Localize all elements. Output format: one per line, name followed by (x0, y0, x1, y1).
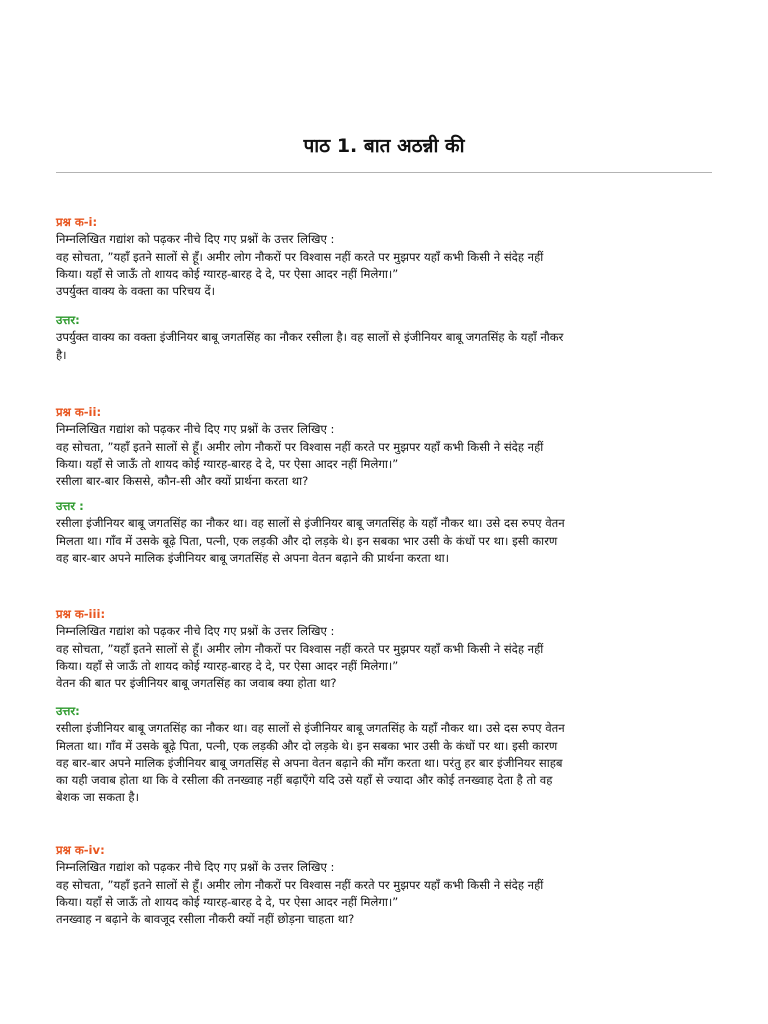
answer-line: रसीला इंजीनियर बाबू जगतसिंह का नौकर था। वह सालों से इंजीनियर बाबू जगतसिंह के यहाँ नौकर था। उसे दस रुपए वेतन (56, 721, 565, 736)
answer-line: मिलता था। गाँव में उसके बूढ़े पिता, पत्नी, एक लड़की और दो लड़के थे। इन सबका भार उसी के कंधों पर था। इसी कारण (56, 738, 558, 753)
question-text: वेतन की बात पर इंजीनियर बाबू जगतसिंह का जवाब क्या होता था? (56, 676, 337, 691)
answer-line: रसीला इंजीनियर बाबू जगतसिंह का नौकर था। वह सालों से इंजीनियर बाबू जगतसिंह के यहाँ नौकर था। उसे दस रुपए वेतन (56, 516, 565, 531)
question-text: उपर्युक्त वाक्य के वक्ता का परिचय दें। (56, 284, 216, 299)
answer-line: है। (56, 347, 67, 362)
question-text: रसीला बार-बार किससे, कौन-सी और क्यों प्रार्थना करता था? (56, 474, 309, 489)
question-label: प्रश्न क-iv: (56, 843, 105, 857)
answer-label: उत्तर : (56, 499, 84, 513)
answer-line: मिलता था। गाँव में उसके बूढ़े पिता, पत्नी, एक लड़की और दो लड़के थे। इन सबका भार उसी के कंधों पर था। इसी कारण (56, 533, 558, 548)
question-block-i (56, 214, 716, 300)
answer-label: उत्तर: (56, 704, 80, 718)
answer-block-iii (56, 703, 716, 807)
page-title: पाठ 1. बात अठन्नी की (303, 135, 465, 157)
answer-block-ii (56, 498, 716, 567)
passage-line: वह सोचता, ”यहाँ इतने सालों से हूँ। अमीर लोग नौकरों पर विश्वास नहीं करते पर मुझपर यहाँ कभी किसी ने संदेह नहीं (56, 641, 544, 656)
answer-block-i (56, 312, 716, 364)
passage-line: किया। यहाँ से जाऊँ तो शायद कोई ग्यारह-बारह दे दे, पर ऐसा आदर नहीं मिलेगा।” (56, 658, 399, 673)
passage-line: किया। यहाँ से जाऊँ तो शायद कोई ग्यारह-बारह दे दे, पर ऐसा आदर नहीं मिलेगा।” (56, 266, 399, 281)
answer-line: बेशक जा सकता है। (56, 790, 139, 805)
answer-line: वह बार-बार अपने मालिक इंजीनियर बाबू जगतसिंह से अपना वेतन बढ़ाने की प्रार्थना करता था। (56, 550, 450, 565)
passage-line: वह सोचता, ”यहाँ इतने सालों से हूँ। अमीर लोग नौकरों पर विश्वास नहीं करते पर मुझपर यहाँ कभी किसी ने संदेह नहीं (56, 249, 544, 264)
title-divider (56, 172, 712, 173)
answer-label: उत्तर: (56, 313, 80, 327)
passage-line: वह सोचता, ”यहाँ इतने सालों से हूँ। अमीर लोग नौकरों पर विश्वास नहीं करते पर मुझपर यहाँ कभी किसी ने संदेह नहीं (56, 439, 544, 454)
passage-line: वह सोचता, ”यहाँ इतने सालों से हूँ। अमीर लोग नौकरों पर विश्वास नहीं करते पर मुझपर यहाँ कभी किसी ने संदेह नहीं (56, 877, 544, 892)
passage-line: किया। यहाँ से जाऊँ तो शायद कोई ग्यारह-बारह दे दे, पर ऐसा आदर नहीं मिलेगा।” (56, 456, 399, 471)
question-text: तनख्वाह न बढ़ाने के बावजूद रसीला नौकरी क्यों नहीं छोड़ना चाहता था? (56, 912, 355, 927)
question-instruction: निम्नलिखित गद्यांश को पढ़कर नीचे दिए गए प्रश्नों के उत्तर लिखिए : (56, 422, 335, 437)
answer-line: वह बार-बार अपने मालिक इंजीनियर बाबू जगतसिंह से अपना वेतन बढ़ाने की माँग करता था। परंतु हर बार इंजीनियर साहब (56, 755, 563, 770)
question-instruction: निम्नलिखित गद्यांश को पढ़कर नीचे दिए गए प्रश्नों के उत्तर लिखिए : (56, 232, 335, 247)
question-label: प्रश्न क-iii: (56, 607, 106, 621)
question-block-iii (56, 606, 716, 692)
question-instruction: निम्नलिखित गद्यांश को पढ़कर नीचे दिए गए प्रश्नों के उत्तर लिखिए : (56, 860, 335, 875)
question-label: प्रश्न क-i: (56, 215, 98, 229)
answer-line: का यही जवाब होता था कि वे रसीला की तनख्वाह नहीं बढ़ाएँगे यदि उसे यहाँ से ज्यादा और कोई तनख्वाह देता है तो वह (56, 773, 553, 788)
question-block-iv (56, 842, 716, 928)
answer-line: उपर्युक्त वाक्य का वक्ता इंजीनियर बाबू जगतसिंह का नौकर रसीला है। वह सालों से इंजीनियर बाबू जगतसिंह के यहाँ नौकर (56, 330, 564, 345)
question-block-ii (56, 404, 716, 490)
question-label: प्रश्न क-ii: (56, 405, 102, 419)
passage-line: किया। यहाँ से जाऊँ तो शायद कोई ग्यारह-बारह दे दे, पर ऐसा आदर नहीं मिलेगा।” (56, 894, 399, 909)
question-instruction: निम्नलिखित गद्यांश को पढ़कर नीचे दिए गए प्रश्नों के उत्तर लिखिए : (56, 624, 335, 639)
